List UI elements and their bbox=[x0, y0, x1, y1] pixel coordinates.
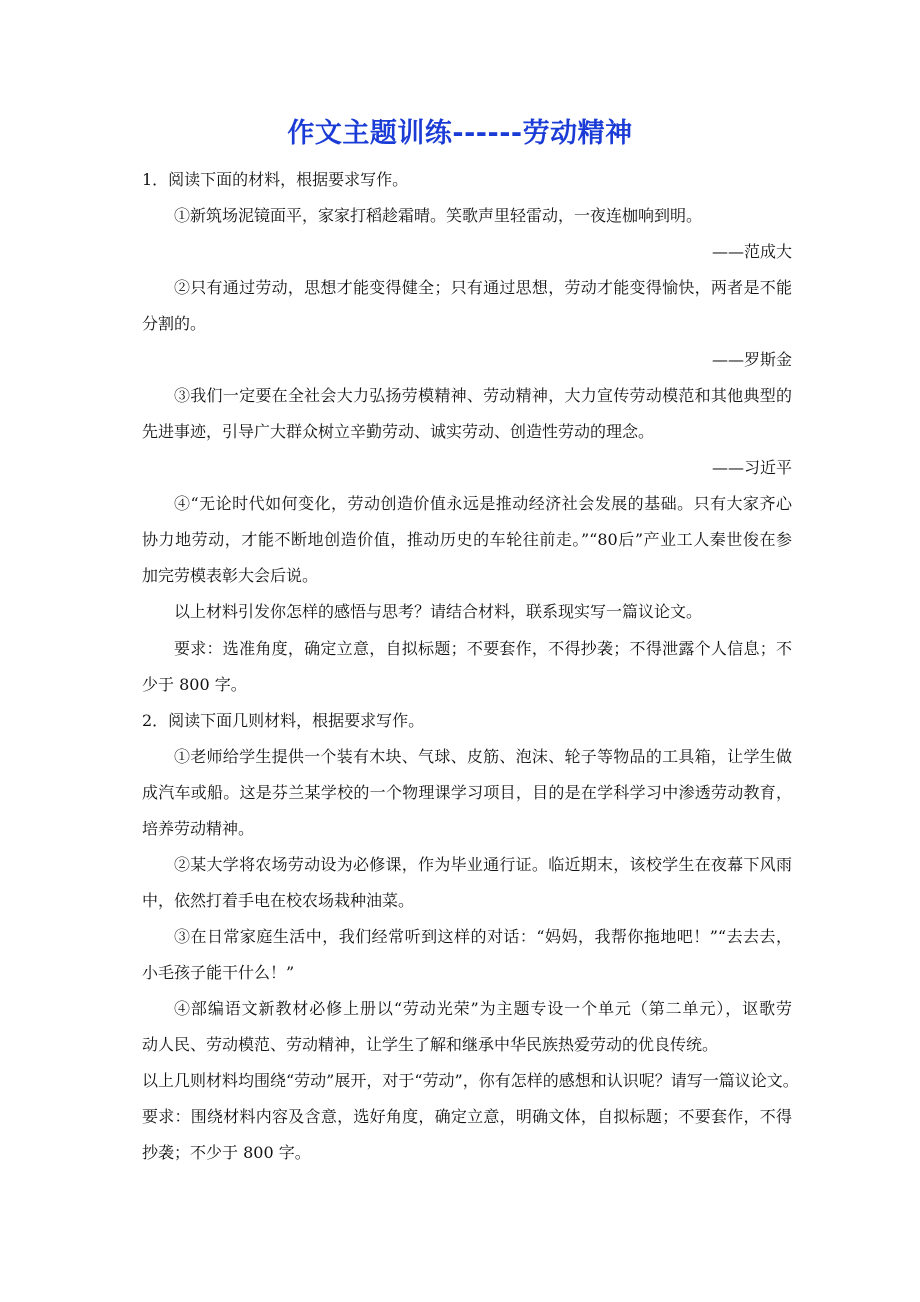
q2-material-1-line-2: 成汽车或船。这是芬兰某学校的一个物理课学习项目，目的是在学科学习中渗透劳动教育， bbox=[142, 783, 792, 802]
q1-requirement-line-1: 要求：选准角度，确定立意，自拟标题；不要套作，不得抄袭；不得泄露个人信息；不 bbox=[174, 639, 792, 658]
q1-requirement-line-2: 少于 800 字。 bbox=[142, 675, 247, 694]
q2-requirement-line-2: 抄袭；不少于 800 字。 bbox=[142, 1143, 311, 1162]
q1-material-2-line-2: 分割的。 bbox=[142, 314, 207, 333]
q1-material-4-line-3: 加完劳模表彰大会后说。 bbox=[142, 566, 319, 585]
q2-heading: 2．阅读下面几则材料，根据要求写作。 bbox=[142, 711, 425, 730]
q2-requirement-line-1: 要求：围绕材料内容及含意，选好角度，确定立意，明确文体，自拟标题；不要套作，不得 bbox=[142, 1107, 792, 1126]
q2-material-4-line-1: ④部编语文新教材必修上册以“劳动光荣”为主题专设一个单元（第二单元），讴歌劳 bbox=[174, 999, 792, 1018]
q1-material-3-author: ——习近平 bbox=[711, 458, 792, 477]
q1-material-1: ①新筑场泥镜面平，家家打稻趁霜晴。笑歌声里轻雷动，一夜连枷响到明。 bbox=[174, 206, 703, 225]
q2-material-3-line-2: 小毛孩子能干什么！” bbox=[142, 963, 295, 982]
q2-material-1-line-3: 培养劳动精神。 bbox=[142, 819, 255, 838]
q1-heading: 1．阅读下面的材料，根据要求写作。 bbox=[142, 170, 409, 189]
q2-material-4-line-2: 动人民、劳动模范、劳动精神，让学生了解和继承中华民族热爱劳动的优良传统。 bbox=[142, 1035, 719, 1054]
q1-material-3-line-2: 先进事迹，引导广大群众树立辛勤劳动、诚实劳动、创造性劳动的理念。 bbox=[142, 422, 655, 441]
q2-prompt: 以上几则材料均围绕“劳动”展开，对于“劳动”，你有怎样的感想和认识呢？请写一篇议论文。 bbox=[142, 1071, 799, 1090]
page-title: 作文主题训练------劳动精神 bbox=[287, 118, 633, 149]
q1-prompt: 以上材料引发你怎样的感悟与思考？请结合材料，联系现实写一篇议论文。 bbox=[174, 602, 703, 621]
q2-material-2-line-2: 中，依然打着手电在校农场栽种油菜。 bbox=[142, 891, 415, 910]
q2-material-1-line-1: ①老师给学生提供一个装有木块、气球、皮筋、泡沫、轮子等物品的工具箱，让学生做 bbox=[174, 747, 792, 766]
q1-material-3-line-1: ③我们一定要在全社会大力弘扬劳模精神、劳动精神，大力宣传劳动模范和其他典型的 bbox=[174, 386, 792, 405]
q1-material-2-author: ——罗斯金 bbox=[711, 350, 792, 369]
q1-material-4-line-2: 协力地劳动，才能不断地创造价值，推动历史的车轮往前走。”“80后”产业工人秦世俊在参 bbox=[142, 530, 792, 549]
q1-material-2-line-1: ②只有通过劳动，思想才能变得健全；只有通过思想，劳动才能变得愉快，两者是不能 bbox=[174, 278, 792, 297]
q1-material-1-author: ——范成大 bbox=[711, 242, 792, 261]
q2-material-2-line-1: ②某大学将农场劳动设为必修课，作为毕业通行证。临近期末，该校学生在夜幕下风雨 bbox=[174, 855, 792, 874]
q1-material-4-line-1: ④“无论时代如何变化，劳动创造价值永远是推动经济社会发展的基础。只有大家齐心 bbox=[174, 494, 792, 513]
q2-material-3-line-1: ③在日常家庭生活中，我们经常听到这样的对话：“妈妈，我帮你拖地吧！”“去去去， bbox=[174, 927, 792, 946]
